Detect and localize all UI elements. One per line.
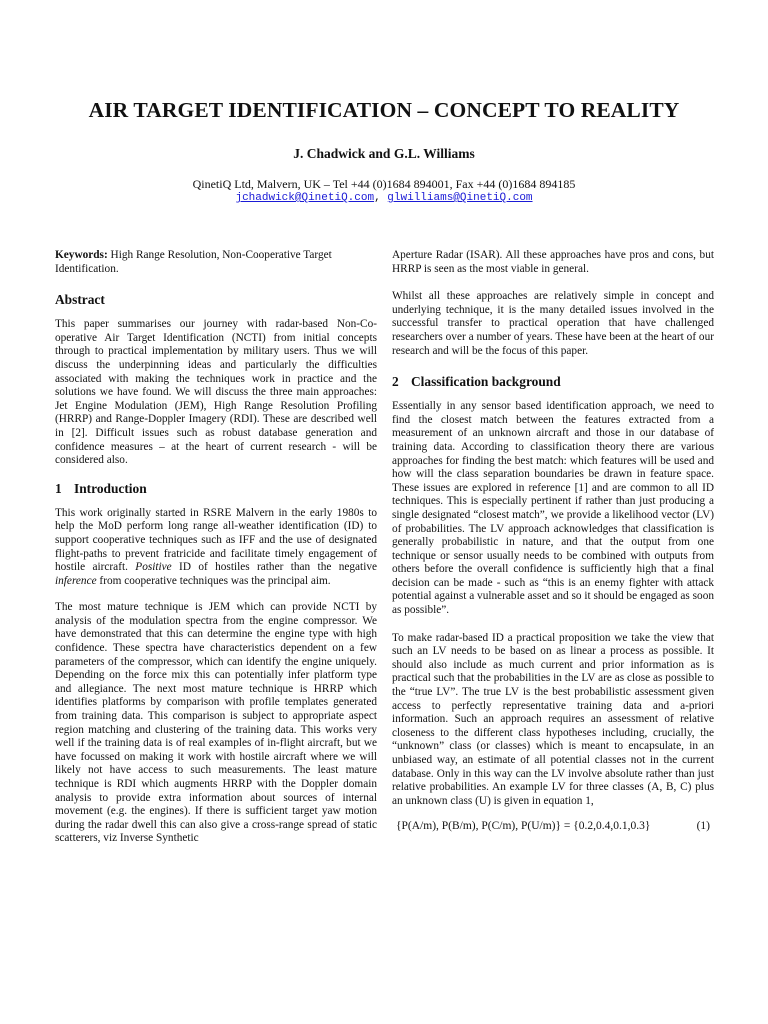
abstract-text: This paper summarises our journey with radar-based Non-Co-operative Air Target Identification (NCTI) from initial concepts through to practical implementation by military users. Thus we will discuss the underpinning ideas and particularly the difficulties associated with making the techniques work in practice and the solutions we have found. We will discuss the three main approaches: Jet Engine Modulation (JEM), High Range Resolution Profiling (HRRP) and Range-Doppler Imagery (RDI). These are described well in [2]. Difficult issues such as robust database generation and confidence measures – at the heart of current research - will be considered also. [55, 318, 377, 467]
keywords [55, 249, 377, 276]
section-1-number: 1 [55, 480, 62, 496]
section-1-heading [55, 481, 377, 497]
right-column [392, 249, 714, 834]
author-names: J. Chadwick and G.L. Williams [293, 146, 475, 161]
keywords-text: High Range Resolution, Non-Cooperative Target Identification. [55, 249, 332, 275]
left-column [55, 249, 377, 859]
paper-title: AIR TARGET IDENTIFICATION – CONCEPT TO REALITY [88, 98, 680, 122]
intro-paragraph-2: The most mature technique is JEM which can provide NCTI by analysis of the modulation spectra from the engine compressor. We have demonstrated that this can determine the engine type with high confidence. These spectra have characteristics dependent on a few parameters of the compressor, which can identify the engine uniquely. Depending on the force mix this can potentially infer platform type and allegiance. The next most mature technique is HRRP which identifies platforms by comparison with profile templates generated from training data. This comparison is subject to appropriate aspect region matching and clustering of the training data. This works very well if the training data is of real examples of in-flight aircraft, but we have focussed on making it work with hostile aircraft where we will likely not have access to such measurements. The least mature technique is RDI which augments HRRP with the Doppler domain analysis to provide extra information about sources of internal movement (e.g. the engines). If there is sufficient target yaw motion during the radar dwell this can also give a cross-range spread of static scatterers, viz Inverse Synthetic [55, 601, 377, 845]
email-link-chadwick[interactable]: jchadwick@QinetiQ.com [235, 192, 375, 204]
email-separator: , [374, 192, 388, 204]
section-1-title: Introduction [74, 480, 147, 496]
author-emails [0, 192, 768, 204]
abstract-heading: Abstract [55, 292, 105, 308]
email-link-williams[interactable]: glwilliams@QinetiQ.com [387, 192, 533, 204]
intro-paragraph-2-continued: Aperture Radar (ISAR). All these approaches have pros and cons, but HRRP is seen as the most viable in general. [392, 249, 714, 275]
classification-paragraph-2: To make radar-based ID a practical proposition we take the view that such an LV needs to be based on as linear a process as possible. It should also include as much current and prior information as is practical such that the probabilities in the LV are as close as possible to the “true LV”. The true LV is the best probabilistic assessment given access to perfectly representative training data and a-priori information. Such an approach requires an assessment of relative closeness to the different class hypotheses including, crucially, the “unknown” class (or classes) which is meant to encapsulate, in an unbiased way, an estimate of all potential classes not in the current database. Only in this way can the LV involve absolute rather than just relative probabilities. An example LV for three classes (A, B, C) plus an unknown class (U) is given in equation 1, [392, 631, 714, 807]
intro-p1-text-b: ID of hostiles rather than the negative [171, 561, 377, 574]
section-2-number: 2 [392, 374, 399, 390]
intro-p1-emph-positive: Positive [135, 561, 172, 574]
classification-paragraph-1: Essentially in any sensor based identification approach, we need to find the closest match between the features extracted from a measurement of an unknown aircraft and those in our database of training data. According to classification theory there are various approaches for finding the best match: which features will be used and how will the class separation boundaries be drawn in feature space. These issues are explored in reference [1] and are common to all ID techniques. This is especially pertinent if rather than just producing a single designated “closest match”, we provide a likelihood vector (LV) of probabilities. The LV approach acknowledges that classification is generally probabilistic in nature, and that the output from one technique or sensor usually needs to be combined with outputs from others before the overall confidence is sufficiently high that a final decision can be made - such as “this is an enemy fighter with attack potential against a vulnerable asset and so it should be engaged as soon as possible”. [392, 400, 714, 617]
affiliation: QinetiQ Ltd, Malvern, UK – Tel +44 (0)1684 894001, Fax +44 (0)1684 894185 [192, 177, 576, 191]
intro-paragraph-3: Whilst all these approaches are relatively simple in concept and underlying technique, it is the many detailed issues involved in the successful transfer to practical operation that have challenged researchers over a number of years. These have been at the heart of our research and will be the focus of this paper. [392, 290, 714, 357]
equation-1 [392, 820, 714, 834]
section-2-title: Classification background [411, 374, 561, 390]
intro-p1-text-c: from cooperative techniques was the principal aim. [96, 574, 331, 587]
keywords-label: Keywords: [55, 249, 108, 261]
intro-p1-emph-inference: inference [55, 574, 97, 587]
equation-body: {P(A/m), P(B/m), P(C/m), P(U/m)} = {0.2,0.4,0.1,0.3} [396, 820, 651, 833]
section-2-heading [392, 374, 714, 390]
intro-p1-text-a: This work originally started in RSRE Malvern in the early 1980s to help the MoD perform long range all-weather identification (ID) to support cooperative techniques such as IFF and the use of designated flight-paths to prevent fratricide and facilitate timely engagement of hostile aircraft. [55, 506, 377, 574]
equation-number: (1) [696, 820, 710, 833]
intro-paragraph-1 [55, 507, 377, 589]
